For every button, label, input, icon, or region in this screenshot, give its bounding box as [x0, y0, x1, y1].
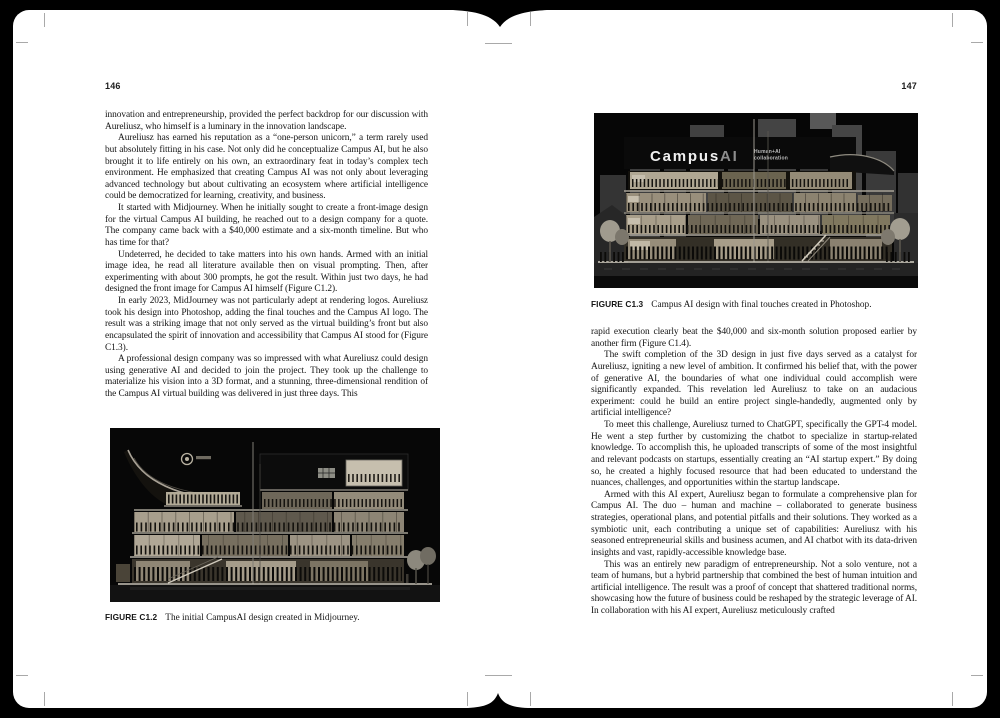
crop-mark — [16, 42, 28, 43]
figure-c1-3-caption — [591, 299, 921, 311]
figure-label: FIGURE C1.2 — [105, 612, 158, 622]
body-paragraph: The swift completion of the 3D design in just five days served as a catalyst for Aureliusz, igniting a new level of ambition. It confirmed his belief that, with the power of generative AI, the boundaries of what one individual could accomplish were significantly expanded. This revelation led Aureliusz to take on an audacious experiment: could he build an entire project single-handedly, augmented only by artificial intelligence? — [591, 350, 917, 419]
crop-mark — [971, 675, 983, 676]
crop-mark — [530, 12, 531, 26]
crop-mark — [467, 12, 468, 26]
body-paragraph: To meet this challenge, Aureliusz turned to ChatGPT, specifically the GPT-4 model. He went a step further by customizing the chatbot to specialize in startup-related knowledge. To accomplish this, he uploaded transcripts of some of the most insightful and relevant podcasts on startups, essentially creating an “AI startup expert.” By doing so, he created a highly focused resource that had been educated to understand the nuances, challenges, and opportunities within the startup landscape. — [591, 420, 917, 489]
figure-c1-2-caption — [105, 612, 440, 624]
right-body-text — [591, 327, 917, 657]
figure-c1-2-image — [110, 428, 440, 602]
body-paragraph: It started with Midjourney. When he initially sought to create a front-image design for the virtual Campus AI building, he reached out to a design company for a quote. The company came back with a $40,000 estimate and a six-month timeline. But who has time for that? — [105, 203, 428, 248]
crop-mark — [485, 43, 512, 44]
left-body-text — [105, 110, 428, 426]
body-paragraph: Armed with this AI expert, Aureliusz began to formulate a comprehensive plan for Campus AI. The duo – human and machine – collaborated to generate business strategies, operational plans, and potential pitfalls and their solutions. They worked as a symbiotic unit, each contributing a unique set of capabilities: Aureliusz with his seasoned entrepreneurial skills and business acumen, and AI chatbot with its data-driven insights and vast, rapidly-accessible knowledge base. — [591, 489, 917, 558]
body-paragraph: This was an entirely new paradigm of entrepreneurship. Not a solo venture, not a team of humans, but a hybrid partnership that combined the best of human intuition and artificial intelligence. The result was a proof of concept that shattered traditional norms, showcasing how the future of business could be reshaped by the strategic leverage of AI. In collaboration with his AI expert, Aureliusz meticulously crafted — [591, 559, 917, 616]
figure-label: FIGURE C1.3 — [591, 299, 644, 309]
crop-mark — [467, 692, 468, 706]
crop-mark — [952, 13, 953, 27]
building-rendering-midjourney — [110, 428, 440, 602]
figure-caption-text: The initial CampusAI design created in Midjourney. — [165, 613, 360, 623]
body-paragraph: rapid execution clearly beat the $40,000 and six-month solution proposed earlier by another firm (Figure C1.4). — [591, 327, 917, 349]
campusai-logo: CampusAI — [650, 148, 739, 165]
body-paragraph: Undeterred, he decided to take matters into his own hands. Armed with an initial image idea, he read all literature available then on visual prompting. Then, after experimenting with about 300 prompts, he got the result. Within just two days, he had designed the front image for Campus AI himself (Figure C1.2). — [105, 249, 428, 295]
building-rendering-photoshop — [594, 113, 918, 288]
crop-mark — [16, 675, 28, 676]
body-paragraph: Aureliusz has earned his reputation as a “one-person unicorn,” a term rarely used but absolutely fitting in his case. Not only did he conceptualize Campus AI, but he also brought it to life entirely on his own, an extraordinary feat in today’s complex tech environment. He emphasized that creating Campus AI was not only about leveraging advanced technology but about cultivating an ecosystem where artificial intelligence could be democratized for learning, creativity, and business. — [105, 133, 428, 202]
body-paragraph: innovation and entrepreneurship, provided the perfect backdrop for our discussion with Aureliusz, who himself is a luminary in the innovation landscape. — [105, 110, 428, 132]
crop-mark — [44, 692, 45, 706]
crop-mark — [952, 692, 953, 706]
crop-mark — [485, 675, 512, 676]
page-number-right: 147 — [901, 81, 917, 91]
body-paragraph: A professional design company was so impressed with what Aureliusz could design using generative AI and decided to join the project. They took up the challenge to materialize his vision into a 3D format, and a stunning, three-dimensional rendition of the Campus AI virtual building was delivered in just three days. This — [105, 354, 428, 399]
figure-caption-text: Campus AI design with final touches created in Photoshop. — [651, 300, 872, 310]
page-number-left: 146 — [105, 81, 121, 91]
figure-c1-3-image — [594, 113, 918, 288]
tagline-line-1: Human+AI — [754, 149, 781, 155]
crop-mark — [44, 13, 45, 27]
book-spread — [13, 10, 987, 708]
crop-mark — [530, 692, 531, 706]
crop-mark — [971, 42, 983, 43]
tagline-line-2: collaboration — [754, 155, 788, 162]
body-paragraph: In early 2023, MidJourney was not particularly adept at rendering logos. Aureliusz took his design into Photoshop, adding the final touches and the Campus AI logo. The result was a striking image that not only served as the virtual building’s front but also encapsulated the spirit of innovation and accessibility that Campus AI stood for (Figure C1.3). — [105, 296, 428, 353]
